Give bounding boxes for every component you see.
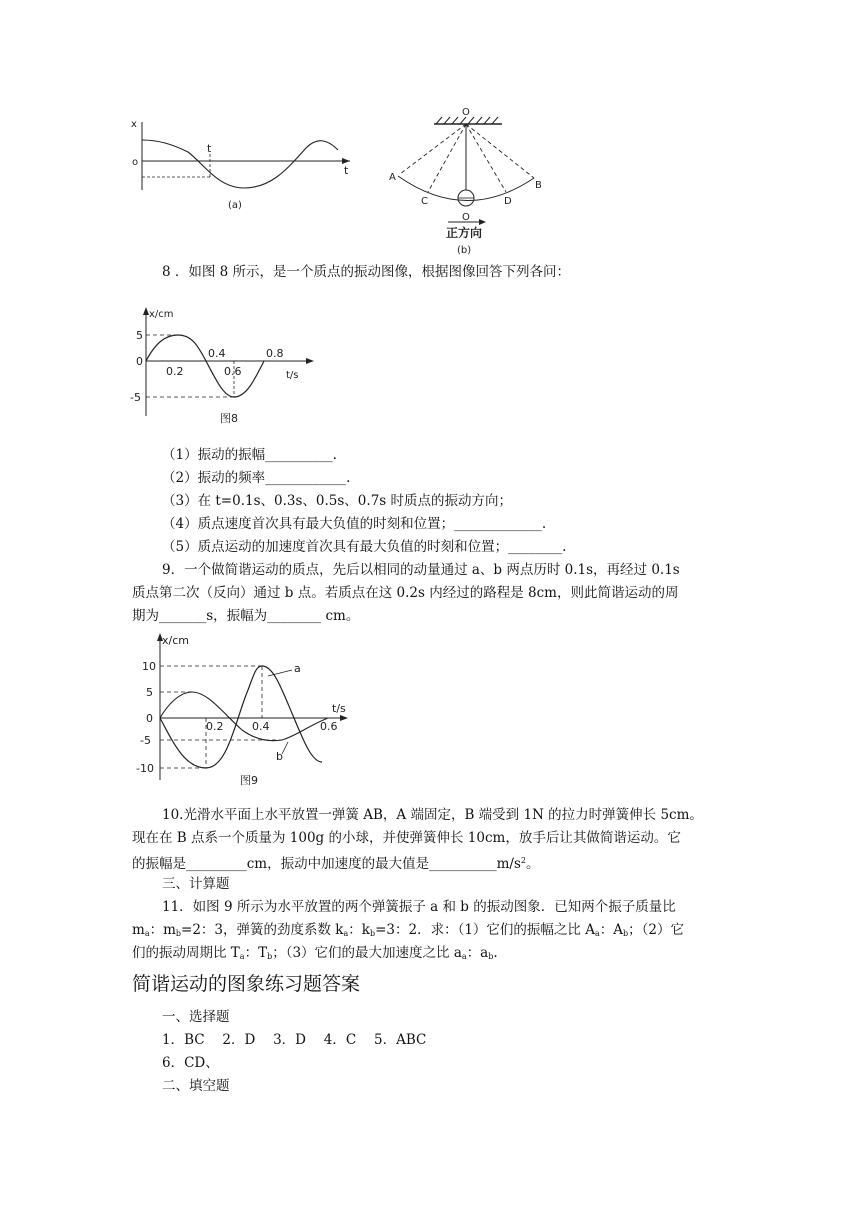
- q8-item-3: （3）在 t=0.1s、0.3s、0.5s、0.7s 时质点的振动方向；: [162, 493, 512, 509]
- fig9-caption: 图9: [240, 774, 258, 787]
- fig9-xlabel: t/s: [332, 702, 346, 715]
- fig-b-caption: (b): [457, 245, 472, 256]
- fig9-ytick-neg10: -10: [136, 762, 154, 775]
- fig8-xtick-0.2: 0.2: [166, 365, 184, 378]
- fig8-ytick-5: 5: [136, 329, 143, 342]
- q8-item-2: （2）振动的频率____________.: [162, 470, 351, 486]
- fig8-ylabel: x/cm: [149, 309, 174, 320]
- q8-item-5: （5）质点运动的加速度首次具有最大负值的时刻和位置；________.: [162, 539, 567, 555]
- fig-b-bottom-label: O: [462, 212, 470, 223]
- answers-heading: 简谐运动的图象练习题答案: [132, 973, 361, 995]
- q10-line-3-text: 的振幅是_________cm，振动中加速度的最大值是__________m/s: [132, 856, 521, 872]
- q11-line-2: $m_a$：$m_b=2$：3，弹簧的劲度系数 $k_a$：$k_b=3$：2．求：（1）它们的振幅之比 $A_a$：$A_b$；（2）它: [132, 922, 684, 938]
- q8-text: 8 ．如图 8 所示，是一个质点的振动图像，根据图像回答下列各问：: [162, 264, 571, 280]
- fig-a-t-axis: t: [344, 164, 349, 177]
- answers-row-2: 6．CD、: [162, 1055, 219, 1071]
- fig-b-direction: 正方向: [446, 226, 483, 240]
- fig-b-label-c: C: [421, 196, 428, 207]
- fig-b-label-d: D: [504, 196, 512, 207]
- fig8-xlabel: t/s: [286, 370, 299, 381]
- fig9-ytick-0: 0: [146, 712, 153, 725]
- q10-line-2: 现在在 B 点系一个质量为 100g 的小球，并使弹簧伸长 10cm，放手后让其做简谐运动。它: [132, 830, 681, 846]
- fig9-ytick-5: 5: [146, 686, 153, 699]
- fig9-ylabel: x/cm: [162, 634, 189, 647]
- fig8-ytick-neg5: -5: [130, 391, 141, 404]
- q9-line-3: 期为_______s，振幅为________ cm。: [132, 608, 360, 624]
- answers-section-2: 二、填空题: [162, 1078, 230, 1094]
- q10-line-1: 10.光滑水平面上水平放置一弹簧 AB，A 端固定，B 端受到 1N 的拉力时弹簧伸长 5cm。: [162, 807, 703, 823]
- answers-row-1: 1．BC 2．D 3．D 4．C 5．ABC: [162, 1032, 427, 1048]
- q11-line-3: 们的振动周期比 $T_a$：$T_b$；（3）它们的最大加速度之比 $a_a$：$a_b$.: [132, 945, 498, 961]
- figure-8: [128, 304, 318, 428]
- fig-a-origin: o: [132, 157, 139, 168]
- fig8-xtick-0.4: 0.4: [208, 347, 226, 360]
- fig9-ytick-10: 10: [142, 660, 156, 673]
- fig8-caption: 图8: [220, 412, 238, 425]
- figure-b: [384, 104, 554, 256]
- fig9-xtick-0.2: 0.2: [206, 720, 224, 733]
- fig9-xtick-0.6: 0.6: [320, 720, 338, 733]
- q10-line-3: [0, 852, 539, 873]
- fig8-xtick-0.8: 0.8: [266, 347, 284, 360]
- fig9-label-b: b: [276, 750, 283, 763]
- q11-line-1: 11．如图 9 所示为水平放置的两个弹簧振子 a 和 b 的振动图象．已知两个振子质量比: [162, 899, 676, 915]
- fig9-label-a: a: [294, 662, 301, 675]
- figure-9: [132, 630, 352, 788]
- fig9-xtick-0.4: 0.4: [252, 720, 270, 733]
- fig-b-top-label: O: [462, 107, 470, 118]
- q8-item-1: （1）振动的振幅__________.: [162, 447, 337, 463]
- fig-a-caption: (a): [228, 200, 242, 211]
- fig8-ytick-0: 0: [136, 355, 143, 368]
- fig-b-label-a: A: [389, 172, 396, 183]
- q8-item-4: （4）质点速度首次具有最大负值的时刻和位置；_____________.: [162, 516, 547, 532]
- figure-a: [128, 112, 358, 216]
- fig-b-label-b: B: [535, 180, 542, 191]
- q9-line-1: 9．一个做简谐运动的质点，先后以相同的动量通过 a、b 两点历时 0.1s，再经过 0.1s: [162, 562, 680, 578]
- fig-a-t-mark: t: [207, 142, 212, 155]
- answers-section-1: 一、选择题: [162, 1009, 230, 1025]
- q9-line-2: 质点第二次（反向）通过 b 点。若质点在这 0.2s 内经过的路程是 8cm，则此简谐运动的周: [132, 585, 679, 601]
- fig-a-x-label: x: [131, 119, 137, 130]
- q10-line-3-end: 。: [525, 856, 540, 872]
- section-3-title: 三、计算题: [162, 876, 230, 892]
- fig8-xtick-0.6: 0.6: [224, 365, 242, 378]
- fig9-ytick-neg5: -5: [140, 734, 151, 747]
- q10-superscript: 2: [520, 856, 526, 865]
